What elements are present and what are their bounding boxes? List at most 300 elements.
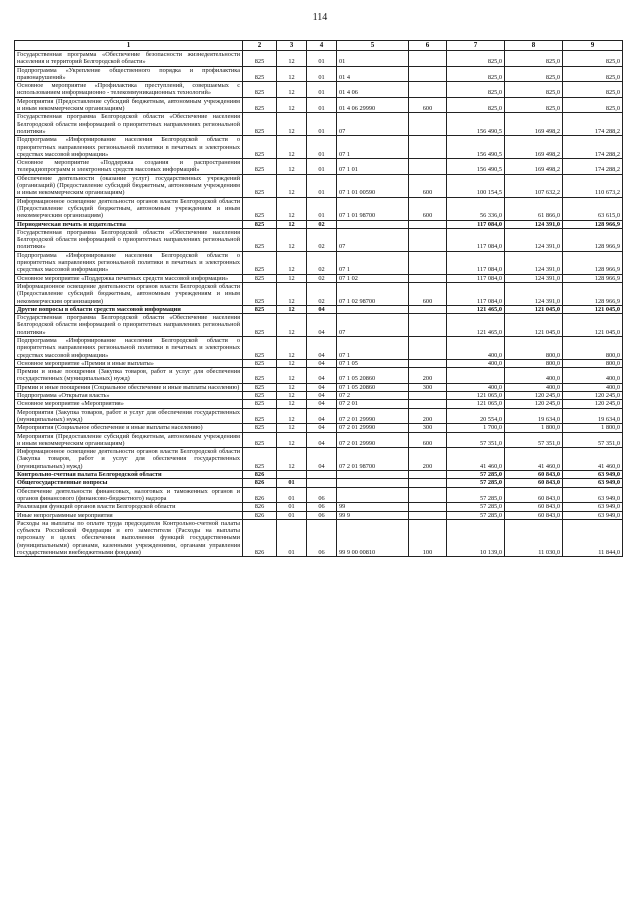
amount-year3-cell: 19 634,0	[563, 408, 623, 424]
target-article-cell: 01 4 06	[337, 82, 409, 98]
table-row	[15, 174, 623, 197]
table-row	[15, 197, 623, 220]
expense-type-cell	[409, 400, 447, 408]
row-name-cell: Подпрограмма «Укрепление общественного порядка и профилактика правонарушений»	[15, 66, 243, 82]
table-row	[15, 136, 623, 159]
amount-year2-cell: 60 843,0	[505, 503, 563, 511]
row-name-cell: Расходы на выплаты по оплате труда председателя Контрольно-счетной палаты субъекта Российской Федерации и его заместителя (Расходы на выплаты персоналу в целях обеспечения выполнения функций государственными (муниципальными) органами, казенными учреждениями, органами управления государственными внебюджетными фондами)	[15, 519, 243, 556]
row-name-cell: Подпрограмма «Информирование населения Белгородской области о приоритетных направлениях региональной политики в печатных и электронных средствах массовой информации»	[15, 336, 243, 359]
target-article-cell: 07 2 01 29990	[337, 432, 409, 448]
amount-year1-cell: 1 700,0	[447, 424, 505, 432]
amount-year2-cell: 124 391,0	[505, 220, 563, 228]
subsection-cell: 01	[307, 66, 337, 82]
expense-type-cell	[409, 220, 447, 228]
row-name-cell: Реализация функций органов власти Белгородской области	[15, 503, 243, 511]
page-number: 114	[312, 12, 328, 23]
expense-type-cell: 600	[409, 282, 447, 305]
amount-year1-cell: 10 139,0	[447, 519, 505, 556]
row-name-cell: Подпрограмма «Информирование населения Белгородской области о приоритетных направлениях региональной политики в печатных и электронных средствах массовой информации»	[15, 136, 243, 159]
amount-year2-cell: 124 391,0	[505, 228, 563, 251]
amount-year1-cell: 825,0	[447, 51, 505, 67]
admin-code-cell: 825	[243, 251, 277, 274]
amount-year1-cell: 117 084,0	[447, 251, 505, 274]
table-row	[15, 66, 623, 82]
amount-year2-cell: 19 634,0	[505, 408, 563, 424]
target-article-cell	[337, 479, 409, 487]
amount-year3-cell: 63 949,0	[563, 511, 623, 519]
section-cell: 12	[277, 66, 307, 82]
amount-year1-cell: 121 465,0	[447, 314, 505, 337]
amount-year3-cell: 174 288,2	[563, 159, 623, 175]
subsection-cell: 02	[307, 282, 337, 305]
target-article-cell: 01 4 06 29990	[337, 97, 409, 113]
admin-code-cell: 825	[243, 368, 277, 384]
target-article-cell: 07 1 05 20860	[337, 368, 409, 384]
section-cell	[277, 471, 307, 479]
subsection-cell: 01	[307, 82, 337, 98]
row-name-cell: Государственная программа «Обеспечение безопасности жизнедеятельности населения и территорий Белгородской области»	[15, 51, 243, 67]
amount-year1-cell: 121 065,0	[447, 400, 505, 408]
target-article-cell: 99 9 00 00810	[337, 519, 409, 556]
section-cell: 12	[277, 314, 307, 337]
target-article-cell: 07	[337, 314, 409, 337]
amount-year1-cell: 100 154,5	[447, 174, 505, 197]
table-row	[15, 383, 623, 391]
target-article-cell	[337, 471, 409, 479]
amount-year2-cell: 124 391,0	[505, 251, 563, 274]
admin-code-cell: 826	[243, 487, 277, 503]
amount-year3-cell: 825,0	[563, 97, 623, 113]
table-row	[15, 51, 623, 67]
amount-year3-cell: 121 045,0	[563, 305, 623, 313]
expense-type-cell: 100	[409, 519, 447, 556]
subsection-cell: 06	[307, 503, 337, 511]
subsection-cell: 04	[307, 448, 337, 471]
table-row	[15, 487, 623, 503]
subsection-cell: 04	[307, 400, 337, 408]
table-row	[15, 159, 623, 175]
admin-code-cell: 825	[243, 174, 277, 197]
subsection-cell: 02	[307, 274, 337, 282]
amount-year2-cell: 169 498,2	[505, 113, 563, 136]
amount-year1-cell: 57 285,0	[447, 487, 505, 503]
amount-year1-cell: 400,0	[447, 359, 505, 367]
amount-year2-cell: 169 498,2	[505, 136, 563, 159]
table-row	[15, 519, 623, 556]
header-cell: 8	[505, 41, 563, 51]
expense-type-cell: 200	[409, 448, 447, 471]
row-name-cell: Обеспечение деятельности (оказание услуг) государственных учреждений (организаций) (Предоставление субсидий бюджетным, автономным учреждениям и иным некоммерческим организациям)	[15, 174, 243, 197]
subsection-cell: 06	[307, 511, 337, 519]
expense-type-cell: 200	[409, 408, 447, 424]
amount-year3-cell: 63 949,0	[563, 471, 623, 479]
amount-year3-cell: 63 615,0	[563, 197, 623, 220]
admin-code-cell: 825	[243, 220, 277, 228]
amount-year3-cell: 57 351,0	[563, 432, 623, 448]
amount-year3-cell: 128 966,9	[563, 228, 623, 251]
table-row	[15, 479, 623, 487]
table-row	[15, 228, 623, 251]
amount-year2-cell: 11 030,0	[505, 519, 563, 556]
amount-year2-cell: 800,0	[505, 336, 563, 359]
admin-code-cell: 825	[243, 51, 277, 67]
expense-type-cell	[409, 392, 447, 400]
row-name-cell: Информационное освещение деятельности органов власти Белгородской области (Предоставление субсидий бюджетным, автономным учреждениям и иным некоммерческим организациям)	[15, 197, 243, 220]
expense-type-cell	[409, 511, 447, 519]
subsection-cell: 01	[307, 113, 337, 136]
expense-type-cell	[409, 228, 447, 251]
amount-year2-cell: 400,0	[505, 383, 563, 391]
amount-year3-cell: 825,0	[563, 66, 623, 82]
admin-code-cell: 825	[243, 159, 277, 175]
amount-year1-cell: 121 065,0	[447, 392, 505, 400]
expense-type-cell	[409, 487, 447, 503]
row-name-cell: Информационное освещение деятельности органов власти Белгородской области (Закупка товаров, работ и услуг для обеспечения государственных (муниципальных) нужд)	[15, 448, 243, 471]
expense-type-cell	[409, 359, 447, 367]
amount-year1-cell: 20 554,0	[447, 408, 505, 424]
header-cell: 9	[563, 41, 623, 51]
section-cell: 12	[277, 368, 307, 384]
admin-code-cell: 825	[243, 282, 277, 305]
admin-code-cell: 825	[243, 197, 277, 220]
row-name-cell: Мероприятия (Предоставление субсидий бюджетным, автономным учреждениям и иным некоммерческим организациям)	[15, 432, 243, 448]
admin-code-cell: 825	[243, 432, 277, 448]
section-cell: 12	[277, 383, 307, 391]
section-cell: 12	[277, 251, 307, 274]
row-name-cell: Государственная программа Белгородской области «Обеспечение населения Белгородской области информацией о приоритетных направлениях региональной политики»	[15, 113, 243, 136]
section-cell: 12	[277, 82, 307, 98]
target-article-cell	[337, 487, 409, 503]
section-cell: 12	[277, 336, 307, 359]
admin-code-cell: 825	[243, 82, 277, 98]
amount-year1-cell: 400,0	[447, 336, 505, 359]
subsection-cell: 04	[307, 359, 337, 367]
amount-year2-cell: 60 843,0	[505, 471, 563, 479]
expense-type-cell	[409, 471, 447, 479]
section-cell: 01	[277, 487, 307, 503]
header-cell: 7	[447, 41, 505, 51]
admin-code-cell: 825	[243, 392, 277, 400]
admin-code-cell: 825	[243, 336, 277, 359]
target-article-cell: 07	[337, 228, 409, 251]
subsection-cell: 01	[307, 97, 337, 113]
admin-code-cell: 825	[243, 383, 277, 391]
header-cell: 3	[277, 41, 307, 51]
table-row	[15, 314, 623, 337]
amount-year2-cell: 825,0	[505, 51, 563, 67]
section-cell: 12	[277, 274, 307, 282]
row-name-cell: Контрольно-счетная палата Белгородской области	[15, 471, 243, 479]
target-article-cell: 07 2 01 98700	[337, 448, 409, 471]
row-name-cell: Иные непрограммные мероприятия	[15, 511, 243, 519]
header-cell: 4	[307, 41, 337, 51]
admin-code-cell: 825	[243, 305, 277, 313]
admin-code-cell: 826	[243, 511, 277, 519]
amount-year3-cell: 800,0	[563, 359, 623, 367]
header-cell: 1	[15, 41, 243, 51]
section-cell: 12	[277, 392, 307, 400]
row-name-cell: Основное мероприятие «Мероприятия»	[15, 400, 243, 408]
subsection-cell: 04	[307, 368, 337, 384]
table-row	[15, 336, 623, 359]
target-article-cell: 07 1	[337, 136, 409, 159]
expense-type-cell	[409, 159, 447, 175]
expense-type-cell: 200	[409, 368, 447, 384]
target-article-cell: 07 2 01	[337, 400, 409, 408]
section-cell: 01	[277, 479, 307, 487]
table-row	[15, 251, 623, 274]
amount-year3-cell: 128 966,9	[563, 274, 623, 282]
amount-year1-cell: 117 084,0	[447, 220, 505, 228]
amount-year2-cell: 1 800,0	[505, 424, 563, 432]
target-article-cell: 01 4	[337, 66, 409, 82]
admin-code-cell: 825	[243, 66, 277, 82]
target-article-cell: 99 9	[337, 511, 409, 519]
row-name-cell: Государственная программа Белгородской области «Обеспечение населения Белгородской области информацией о приоритетных направлениях региональной политики»	[15, 228, 243, 251]
amount-year3-cell: 63 949,0	[563, 503, 623, 511]
amount-year1-cell: 156 490,5	[447, 159, 505, 175]
section-cell: 12	[277, 220, 307, 228]
amount-year3-cell: 63 949,0	[563, 487, 623, 503]
header-cell: 6	[409, 41, 447, 51]
amount-year3-cell: 120 245,0	[563, 400, 623, 408]
amount-year3-cell: 400,0	[563, 383, 623, 391]
table-header-row	[15, 41, 623, 51]
admin-code-cell: 826	[243, 479, 277, 487]
target-article-cell: 99	[337, 503, 409, 511]
amount-year3-cell: 128 966,9	[563, 220, 623, 228]
target-article-cell: 07 2 01 29990	[337, 408, 409, 424]
amount-year3-cell: 121 045,0	[563, 314, 623, 337]
expense-type-cell: 600	[409, 197, 447, 220]
amount-year3-cell: 120 245,0	[563, 392, 623, 400]
section-cell: 12	[277, 228, 307, 251]
amount-year1-cell: 57 351,0	[447, 432, 505, 448]
table-row	[15, 432, 623, 448]
row-name-cell: Основное мероприятие «Профилактика преступлений, совершаемых с использованием информационно - телекоммуникационных технологий»	[15, 82, 243, 98]
section-cell: 01	[277, 519, 307, 556]
amount-year1-cell: 825,0	[447, 82, 505, 98]
target-article-cell: 01	[337, 51, 409, 67]
amount-year1-cell: 56 336,0	[447, 197, 505, 220]
expense-type-cell: 300	[409, 383, 447, 391]
section-cell: 01	[277, 511, 307, 519]
admin-code-cell: 825	[243, 400, 277, 408]
expense-type-cell	[409, 305, 447, 313]
target-article-cell: 07 1 01	[337, 159, 409, 175]
amount-year3-cell: 128 966,9	[563, 251, 623, 274]
subsection-cell: 04	[307, 305, 337, 313]
expense-type-cell: 300	[409, 424, 447, 432]
table-row	[15, 113, 623, 136]
section-cell: 01	[277, 503, 307, 511]
section-cell: 12	[277, 51, 307, 67]
expense-type-cell	[409, 136, 447, 159]
expense-type-cell: 600	[409, 97, 447, 113]
amount-year1-cell: 57 285,0	[447, 479, 505, 487]
amount-year3-cell: 400,0	[563, 368, 623, 384]
table-row	[15, 392, 623, 400]
section-cell: 12	[277, 113, 307, 136]
subsection-cell: 01	[307, 159, 337, 175]
amount-year1-cell: 825,0	[447, 66, 505, 82]
target-article-cell: 07 1 02	[337, 274, 409, 282]
target-article-cell: 07 2	[337, 392, 409, 400]
amount-year2-cell: 121 045,0	[505, 305, 563, 313]
row-name-cell: Премии и иные поощрения (Социальное обеспечение и иные выплаты населению)	[15, 383, 243, 391]
amount-year2-cell: 825,0	[505, 82, 563, 98]
amount-year1-cell: 400,0	[447, 383, 505, 391]
table-row	[15, 305, 623, 313]
target-article-cell: 07 1	[337, 251, 409, 274]
target-article-cell	[337, 220, 409, 228]
expense-type-cell	[409, 314, 447, 337]
expense-type-cell: 600	[409, 432, 447, 448]
row-name-cell: Мероприятия (Предоставление субсидий бюджетным, автономным учреждениям и иным некоммерческим организациям)	[15, 97, 243, 113]
table-row	[15, 359, 623, 367]
amount-year2-cell: 169 498,2	[505, 159, 563, 175]
subsection-cell: 06	[307, 519, 337, 556]
amount-year2-cell: 41 460,0	[505, 448, 563, 471]
expense-type-cell	[409, 66, 447, 82]
amount-year1-cell: 121 465,0	[447, 305, 505, 313]
amount-year1-cell: 156 490,5	[447, 113, 505, 136]
admin-code-cell: 826	[243, 503, 277, 511]
amount-year3-cell: 825,0	[563, 82, 623, 98]
amount-year2-cell: 60 843,0	[505, 479, 563, 487]
row-name-cell: Премии и иные поощрения (Закупка товаров, работ и услуг для обеспечения государственных (муниципальных) нужд)	[15, 368, 243, 384]
table-row	[15, 408, 623, 424]
expense-type-cell	[409, 251, 447, 274]
admin-code-cell: 825	[243, 274, 277, 282]
target-article-cell: 07 1 05 20860	[337, 383, 409, 391]
amount-year3-cell: 825,0	[563, 51, 623, 67]
target-article-cell: 07 1	[337, 336, 409, 359]
table-row	[15, 503, 623, 511]
amount-year2-cell: 57 351,0	[505, 432, 563, 448]
table-row	[15, 400, 623, 408]
subsection-cell: 01	[307, 174, 337, 197]
subsection-cell: 04	[307, 336, 337, 359]
admin-code-cell: 825	[243, 314, 277, 337]
expense-type-cell: 600	[409, 174, 447, 197]
row-name-cell: Подпрограмма «Открытая власть»	[15, 392, 243, 400]
table-row	[15, 471, 623, 479]
subsection-cell: 01	[307, 136, 337, 159]
amount-year2-cell: 800,0	[505, 359, 563, 367]
amount-year1-cell: 41 460,0	[447, 448, 505, 471]
admin-code-cell: 825	[243, 408, 277, 424]
row-name-cell: Государственная программа Белгородской области «Обеспечение населения Белгородской области информацией о приоритетных направлениях региональной политики»	[15, 314, 243, 337]
amount-year1-cell: 57 285,0	[447, 511, 505, 519]
section-cell: 12	[277, 448, 307, 471]
subsection-cell	[307, 479, 337, 487]
subsection-cell: 04	[307, 383, 337, 391]
subsection-cell: 01	[307, 197, 337, 220]
target-article-cell: 07 1 01 00590	[337, 174, 409, 197]
row-name-cell: Общегосударственные вопросы	[15, 479, 243, 487]
row-name-cell: Основное мероприятие «Поддержка создания и распространения телерадиопрограмм и электронных средств массовых информаций»	[15, 159, 243, 175]
target-article-cell: 07 1 02 98700	[337, 282, 409, 305]
amount-year3-cell: 128 966,9	[563, 282, 623, 305]
table-row	[15, 220, 623, 228]
amount-year2-cell: 61 866,0	[505, 197, 563, 220]
subsection-cell: 04	[307, 314, 337, 337]
subsection-cell: 04	[307, 432, 337, 448]
amount-year2-cell: 120 245,0	[505, 400, 563, 408]
subsection-cell: 04	[307, 408, 337, 424]
amount-year1-cell: 117 084,0	[447, 274, 505, 282]
subsection-cell: 02	[307, 251, 337, 274]
admin-code-cell: 825	[243, 359, 277, 367]
subsection-cell: 02	[307, 228, 337, 251]
admin-code-cell: 825	[243, 97, 277, 113]
subsection-cell	[307, 471, 337, 479]
admin-code-cell: 825	[243, 424, 277, 432]
target-article-cell: 07 1 01 98700	[337, 197, 409, 220]
section-cell: 12	[277, 174, 307, 197]
table-row	[15, 511, 623, 519]
row-name-cell: Подпрограмма «Информирование населения Белгородской области о приоритетных направлениях региональной политики в печатных и электронных средствах массовой информации»	[15, 251, 243, 274]
section-cell: 12	[277, 424, 307, 432]
amount-year1-cell: 57 285,0	[447, 471, 505, 479]
table-row	[15, 424, 623, 432]
admin-code-cell: 825	[243, 113, 277, 136]
subsection-cell: 02	[307, 220, 337, 228]
amount-year2-cell: 400,0	[505, 368, 563, 384]
admin-code-cell: 825	[243, 228, 277, 251]
table-row	[15, 82, 623, 98]
section-cell: 12	[277, 432, 307, 448]
expense-type-cell	[409, 113, 447, 136]
amount-year1-cell	[447, 368, 505, 384]
subsection-cell: 04	[307, 392, 337, 400]
admin-code-cell: 826	[243, 519, 277, 556]
row-name-cell: Мероприятия (Социальное обеспечение и иные выплаты населению)	[15, 424, 243, 432]
section-cell: 12	[277, 400, 307, 408]
target-article-cell: 07	[337, 113, 409, 136]
budget-table	[14, 40, 623, 557]
row-name-cell: Периодическая печать и издательства	[15, 220, 243, 228]
subsection-cell: 04	[307, 424, 337, 432]
section-cell: 12	[277, 197, 307, 220]
amount-year1-cell: 825,0	[447, 97, 505, 113]
section-cell: 12	[277, 305, 307, 313]
expense-type-cell	[409, 479, 447, 487]
row-name-cell: Другие вопросы в области средств массовой информации	[15, 305, 243, 313]
amount-year3-cell: 800,0	[563, 336, 623, 359]
header-cell: 2	[243, 41, 277, 51]
amount-year2-cell: 107 632,2	[505, 174, 563, 197]
row-name-cell: Информационное освещение деятельности органов власти Белгородской области (Предоставление субсидий бюджетным, автономным учреждениям и иным некоммерческим организациям)	[15, 282, 243, 305]
amount-year1-cell: 117 084,0	[447, 228, 505, 251]
expense-type-cell	[409, 274, 447, 282]
amount-year1-cell: 117 084,0	[447, 282, 505, 305]
table-row	[15, 368, 623, 384]
expense-type-cell	[409, 336, 447, 359]
row-name-cell: Мероприятия (Закупка товаров, работ и услуг для обеспечения государственных (муниципальных) нужд)	[15, 408, 243, 424]
amount-year2-cell: 60 843,0	[505, 487, 563, 503]
section-cell: 12	[277, 97, 307, 113]
amount-year1-cell: 57 285,0	[447, 503, 505, 511]
amount-year3-cell: 174 288,2	[563, 136, 623, 159]
table-row	[15, 448, 623, 471]
admin-code-cell: 825	[243, 136, 277, 159]
header-cell: 5	[337, 41, 409, 51]
expense-type-cell	[409, 503, 447, 511]
table-row	[15, 274, 623, 282]
target-article-cell	[337, 305, 409, 313]
